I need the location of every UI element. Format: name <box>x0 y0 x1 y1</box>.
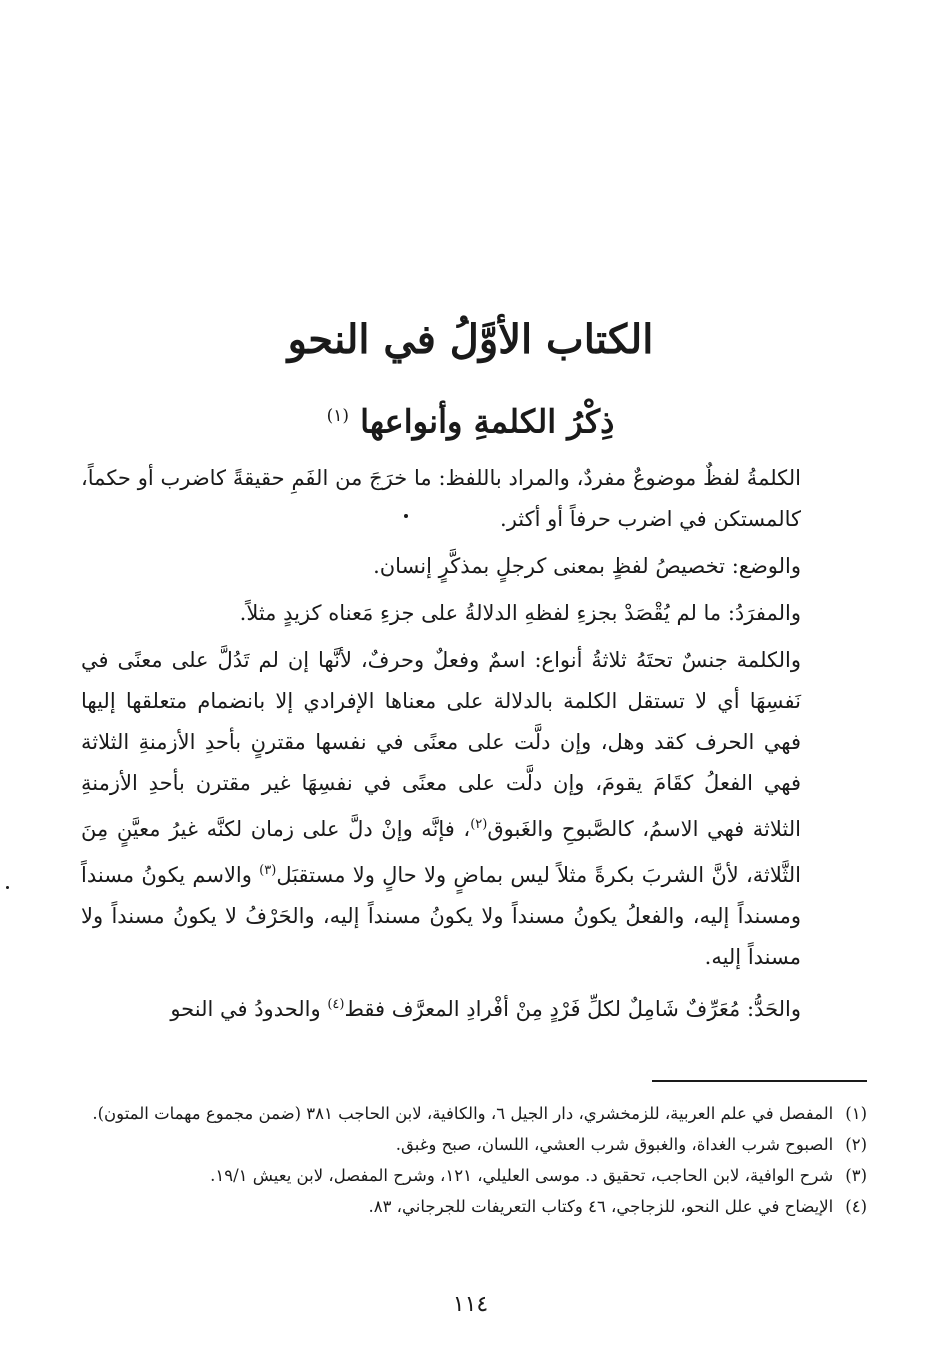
footnote-text: المفصل في علم العربية، للزمخشري، دار الجيل ٦، والكافية، لابن الحاجب ٣٨١ (ضمن مجموع مهمات المتون). <box>92 1104 834 1123</box>
footnote-text: الإيضاح في علل النحو، للزجاجي، ٤٦ وكتاب التعريفات للجرجاني، ٨٣. <box>368 1197 834 1216</box>
paragraph-hadd-part-b: والحدودُ في النحو <box>170 997 328 1021</box>
footnote-item <box>67 1100 867 1127</box>
scan-speck <box>6 886 9 889</box>
footnote-ref-4: (٤) <box>327 997 345 1012</box>
footnote-number: (٤) <box>845 1197 867 1216</box>
footnote-number: (٣) <box>845 1166 867 1185</box>
section-title-text: ذِكْرُ الكلمةِ وأنواعها <box>360 402 615 441</box>
footnote-ref-2: (٢) <box>470 817 488 832</box>
footnote-ref-3: (٣) <box>259 863 277 878</box>
section-title <box>0 392 941 446</box>
paragraph-word-types-part-b: ، فإنَّه وإنْ دلَّ على زمان لكنَّه غيرُ معيَّنٍ مِنَ الثَّلاثة، لأنَّ الشربَ بكرةً مثلاً ليس بماضٍ ولا حالٍ ولا مستقبَل <box>81 817 801 887</box>
footnote-item <box>67 1193 867 1220</box>
paragraph-definition-hadd <box>81 984 859 1030</box>
paragraph-word-types <box>81 640 859 978</box>
footnote-number: (١) <box>845 1104 867 1123</box>
scan-speck <box>404 514 408 518</box>
paragraph-word-types-part-c: والاسم يكونُ مسنداً ومسنداً إليه، والفعلُ يكونُ مسنداً ولا يكونُ مسنداً إليه، والحَرْفُ لا يكونُ مسنداً ولا مسنداً إليه. <box>81 863 801 969</box>
footnotes <box>67 1100 867 1224</box>
footnote-item <box>67 1131 867 1158</box>
footnote-divider <box>652 1080 867 1082</box>
footnote-number: (٢) <box>845 1135 867 1154</box>
body-text <box>81 458 859 1030</box>
page-number: ١١٤ <box>452 1292 489 1317</box>
footnote-item <box>67 1162 867 1189</box>
paragraph-hadd-part-a: والحَدُّ: مُعَرِّفٌ شَامِلٌ لكلِّ فَرْدٍ مِنْ أفْرادِ المعرَّف فقط <box>344 997 801 1021</box>
paragraph-definition-wad: والوضع: تخصيصُ لفظٍ بمعنى كرجلٍ بمذكَّرٍ إنسان. <box>373 554 801 578</box>
footnote-text: الصبوح شرب الغداة، والغبوق شرب العشي، اللسان، صبح وغبق. <box>395 1135 834 1154</box>
paragraph-word-types-part-a: والكلمة جنسٌ تحتَهُ ثلاثةُ أنواع: اسمٌ وفعلٌ وحرفٌ، لأنَّها إن لم تَدُلَّ على معنًى في نَفسِهَا أي لا تستقل الكلمة بالدلالة على معناها الإفرادي إلا بانضمام متعلقها إليها فهي الحرف كقد وهل، وإن دلَّت على معنًى في نفسها مقترنٍ بأحدِ الأزمنةِ الثلاثة فهي الفعلُ كقَامَ يقومَ، وإن دلَّت على معنًى في نفسِهَا غير مقترن بأحدِ الأزمنةِ الثلاثة فهي الاسمُ، كالصَّبوحِ والغَبوق <box>81 648 801 841</box>
footnote-text: شرح الوافية، لابن الحاجب، تحقيق د. موسى العليلي، ١٢١، وشرح المفصل، لابن يعيش ١٩/١. <box>210 1166 834 1185</box>
footnote-ref-1: (١) <box>326 406 350 426</box>
chapter-title: الكتاب الأوَّلُ في النحو <box>287 316 654 363</box>
paragraph-definition-word: الكلمةُ لفظٌ موضوعٌ مفردٌ، والمراد باللفظ: ما خرَجَ من الفَمِ حقيقةً كاضرب أو حكماً، كالمستكن في اضرب حرفاً أو أكثر. <box>81 466 801 531</box>
paragraph-definition-mufrad: والمفرَدُ: ما لم يُقْصَدْ بجزءِ لفظهِ الدلالةُ على جزءِ مَعناه كزيدٍ مثلاً. <box>239 601 801 625</box>
